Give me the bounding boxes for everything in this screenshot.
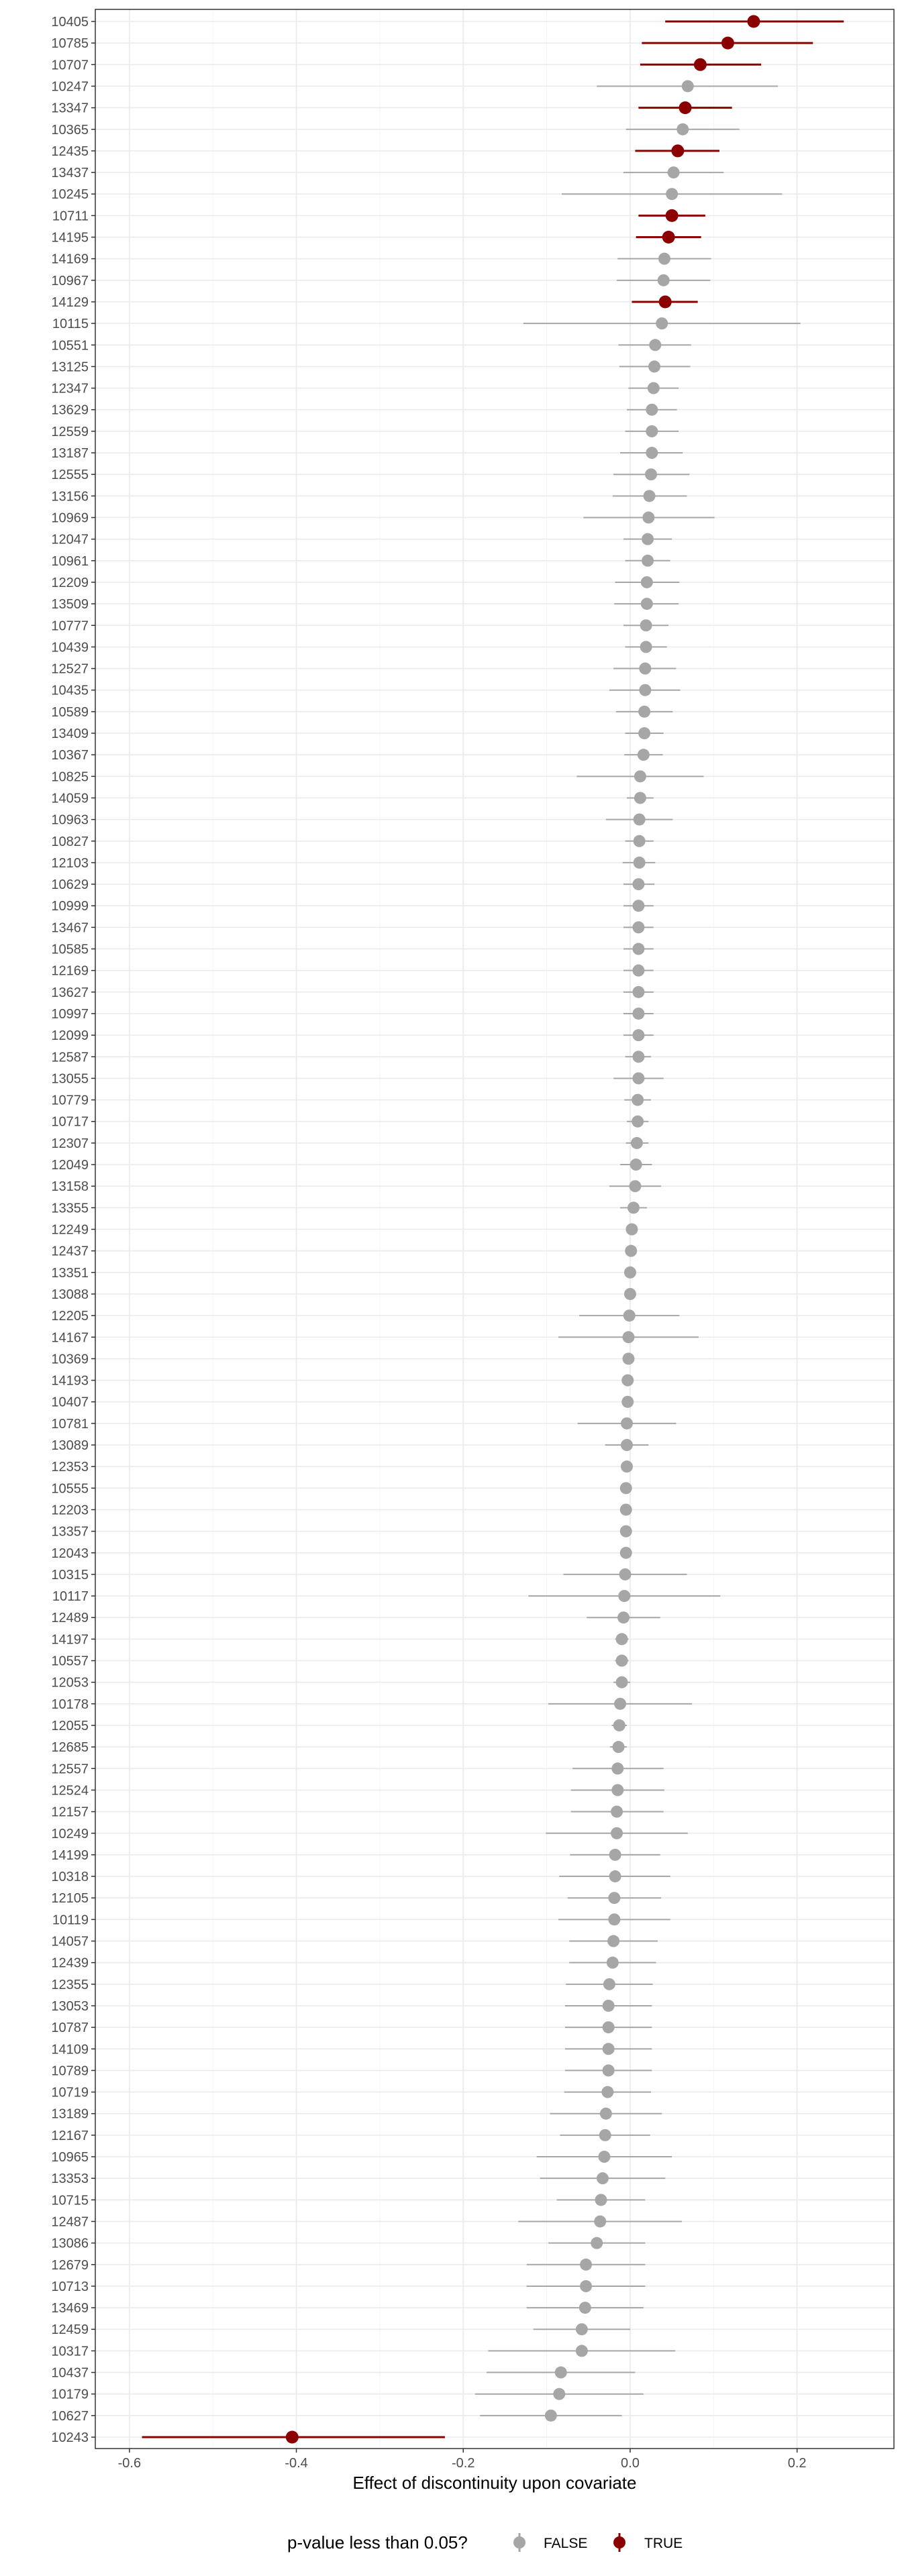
y-tick-label-10707: 10707	[51, 58, 89, 73]
point-12353	[621, 1460, 633, 1472]
point-10961	[642, 555, 654, 567]
y-tick-label-12459: 12459	[51, 2322, 89, 2338]
point-12527	[639, 663, 651, 675]
point-10965	[598, 2151, 610, 2163]
y-tick-label-10439: 10439	[51, 640, 89, 655]
point-14193	[621, 1375, 634, 1387]
y-tick-label-13089: 13089	[51, 1438, 89, 1454]
y-tick-label-12249: 12249	[51, 1222, 89, 1238]
point-12099	[632, 1029, 644, 1041]
y-tick-label-14167: 14167	[51, 1330, 89, 1346]
y-tick-label-14197: 14197	[51, 1632, 89, 1648]
point-10717	[632, 1116, 644, 1128]
point-14109	[603, 2043, 615, 2055]
y-tick-label-10825: 10825	[51, 769, 89, 785]
y-tick-label-13187: 13187	[51, 446, 89, 462]
y-tick-label-10781: 10781	[51, 1416, 89, 1432]
y-tick-label-12203: 12203	[51, 1503, 89, 1518]
x-tick-label-2: -0.2	[452, 2456, 475, 2471]
point-10589	[638, 706, 650, 718]
y-tick-label-12157: 12157	[51, 1805, 89, 1820]
point-14059	[634, 792, 646, 804]
y-tick-label-10711: 10711	[52, 209, 89, 224]
y-tick-label-12685: 12685	[51, 1740, 89, 1756]
y-tick-label-10178: 10178	[51, 1697, 89, 1712]
y-tick-label-10719: 10719	[51, 2085, 89, 2100]
point-10967	[658, 274, 670, 286]
y-tick-label-10249: 10249	[51, 1826, 89, 1841]
point-13437	[668, 166, 680, 178]
y-tick-label-10961: 10961	[51, 553, 89, 569]
y-tick-label-12049: 12049	[51, 1158, 89, 1173]
y-tick-label-10405: 10405	[51, 15, 89, 30]
y-tick-label-10789: 10789	[51, 2063, 89, 2079]
point-12103	[634, 857, 646, 869]
point-12347	[648, 382, 660, 394]
y-tick-label-10407: 10407	[51, 1395, 89, 1410]
point-10781	[621, 1417, 633, 1430]
y-tick-label-12355: 12355	[51, 1977, 89, 1992]
y-tick-label-12307: 12307	[51, 1136, 89, 1151]
y-tick-label-10717: 10717	[51, 1114, 89, 1130]
y-tick-label-12167: 12167	[51, 2128, 89, 2143]
point-14057	[607, 1935, 619, 1947]
point-13055	[632, 1072, 644, 1084]
y-tick-label-12053: 12053	[51, 1675, 89, 1690]
point-12559	[646, 425, 658, 437]
y-tick-label-13355: 13355	[51, 1201, 89, 1216]
point-12587	[632, 1051, 644, 1063]
y-tick-label-10119: 10119	[52, 1913, 89, 1928]
point-12049	[630, 1159, 642, 1171]
point-14169	[658, 253, 670, 265]
y-tick-label-12055: 12055	[51, 1718, 89, 1733]
point-10629	[632, 878, 644, 890]
y-tick-label-10585: 10585	[51, 942, 89, 957]
legend-title: p-value less than 0.05?	[287, 2532, 468, 2553]
y-tick-label-12209: 12209	[51, 575, 89, 590]
point-10437	[555, 2367, 567, 2379]
point-12157	[611, 1806, 623, 1818]
x-tick-label-0: -0.6	[117, 2456, 142, 2471]
point-13189	[600, 2108, 612, 2120]
point-12555	[645, 468, 657, 480]
point-10789	[603, 2064, 615, 2076]
y-tick-label-10969: 10969	[51, 511, 89, 526]
y-tick-label-10787: 10787	[51, 2021, 89, 2036]
point-12487	[594, 2215, 606, 2227]
legend-key-false-dot	[513, 2536, 525, 2548]
point-10435	[639, 684, 651, 696]
point-10969	[642, 511, 654, 523]
x-tick-label-3: 0.0	[621, 2456, 640, 2471]
y-tick-label-12205: 12205	[51, 1309, 89, 1324]
point-10787	[603, 2021, 615, 2033]
y-tick-label-12103: 12103	[51, 855, 89, 871]
y-tick-label-10245: 10245	[51, 187, 89, 203]
point-12249	[625, 1224, 638, 1236]
point-10315	[619, 1568, 631, 1580]
point-12053	[616, 1676, 628, 1688]
point-10405	[747, 15, 760, 28]
point-10317	[576, 2345, 588, 2357]
y-tick-label-10627: 10627	[51, 2408, 89, 2424]
y-tick-label-12353: 12353	[51, 1460, 89, 1475]
x-axis-title: Effect of discontinuity upon covariate	[352, 2473, 637, 2493]
point-10249	[611, 1827, 623, 1839]
y-tick-label-12169: 12169	[51, 963, 89, 979]
point-13409	[638, 727, 650, 739]
point-10243	[286, 2431, 299, 2444]
y-tick-label-12435: 12435	[51, 144, 89, 159]
y-tick-label-10315: 10315	[51, 1567, 89, 1582]
y-tick-label-10963: 10963	[51, 812, 89, 828]
point-10407	[621, 1396, 634, 1408]
y-tick-label-10999: 10999	[51, 899, 89, 914]
y-tick-label-12555: 12555	[51, 468, 89, 483]
point-10779	[632, 1094, 644, 1106]
point-12169	[632, 965, 644, 977]
point-10117	[618, 1590, 630, 1602]
y-tick-label-13189: 13189	[51, 2106, 89, 2122]
point-10585	[632, 943, 644, 955]
y-tick-label-10318: 10318	[51, 1870, 89, 1885]
y-tick-label-10967: 10967	[51, 273, 89, 288]
point-13053	[603, 2000, 615, 2012]
y-tick-label-10589: 10589	[51, 704, 89, 720]
y-tick-label-10437: 10437	[51, 2365, 89, 2381]
point-10827	[634, 835, 646, 847]
y-tick-label-10779: 10779	[51, 1093, 89, 1108]
legend-key-true-dot	[613, 2536, 625, 2548]
y-tick-label-12099: 12099	[51, 1028, 89, 1044]
y-tick-label-13086: 13086	[51, 2236, 89, 2251]
y-tick-label-12347: 12347	[51, 381, 89, 396]
point-13509	[641, 598, 653, 610]
point-10715	[595, 2194, 607, 2206]
point-14167	[622, 1331, 634, 1343]
point-10627	[545, 2410, 557, 2422]
y-tick-label-13357: 13357	[51, 1524, 89, 1540]
point-13469	[579, 2302, 591, 2314]
point-10999	[632, 900, 644, 912]
y-tick-label-10551: 10551	[51, 338, 89, 354]
point-10825	[634, 770, 646, 782]
point-10707	[694, 58, 707, 71]
y-tick-label-13347: 13347	[51, 101, 89, 116]
y-tick-label-10117: 10117	[52, 1589, 89, 1605]
y-tick-label-12487: 12487	[51, 2214, 89, 2230]
point-10115	[656, 317, 668, 329]
point-10997	[632, 1008, 644, 1020]
point-10557	[616, 1655, 628, 1667]
point-10369	[622, 1352, 634, 1364]
y-tick-label-10243: 10243	[51, 2430, 89, 2445]
y-tick-label-13156: 13156	[51, 489, 89, 504]
y-tick-label-10997: 10997	[51, 1006, 89, 1022]
point-13187	[646, 447, 658, 459]
point-10179	[553, 2388, 565, 2400]
y-tick-label-13353: 13353	[51, 2171, 89, 2187]
y-tick-label-14193: 14193	[51, 1373, 89, 1389]
y-tick-label-13629: 13629	[51, 402, 89, 418]
point-10963	[634, 814, 646, 826]
point-10713	[580, 2280, 592, 2292]
y-tick-label-10365: 10365	[51, 122, 89, 138]
y-tick-label-14199: 14199	[51, 1847, 89, 1863]
y-tick-label-12679: 12679	[51, 2257, 89, 2273]
y-tick-label-12527: 12527	[51, 661, 89, 677]
point-12047	[642, 533, 654, 545]
point-12355	[603, 1978, 615, 1990]
point-10367	[638, 749, 650, 761]
point-14129	[659, 295, 672, 308]
y-tick-label-13125: 13125	[51, 360, 89, 375]
y-tick-label-10965: 10965	[51, 2150, 89, 2165]
y-tick-label-12043: 12043	[51, 1546, 89, 1561]
y-tick-label-13055: 13055	[51, 1071, 89, 1087]
point-13347	[679, 101, 692, 114]
point-13467	[632, 921, 644, 933]
y-tick-label-10369: 10369	[51, 1352, 89, 1367]
y-tick-label-13053: 13053	[51, 1998, 89, 2014]
point-10719	[601, 2086, 613, 2098]
point-13629	[646, 404, 658, 416]
y-tick-label-12047: 12047	[51, 532, 89, 547]
y-tick-label-14195: 14195	[51, 230, 89, 246]
y-tick-label-12524: 12524	[51, 1783, 89, 1799]
point-13355	[628, 1201, 640, 1214]
y-tick-label-13627: 13627	[51, 985, 89, 1000]
y-tick-label-14109: 14109	[51, 2042, 89, 2057]
point-13627	[632, 986, 644, 998]
y-tick-label-10179: 10179	[51, 2387, 89, 2402]
point-12209	[641, 576, 653, 588]
y-tick-label-10629: 10629	[51, 877, 89, 893]
y-tick-label-12437: 12437	[51, 1244, 89, 1259]
y-tick-label-13088: 13088	[51, 1287, 89, 1302]
y-tick-label-14057: 14057	[51, 1934, 89, 1949]
y-tick-label-10715: 10715	[51, 2193, 89, 2208]
point-10247	[682, 80, 694, 92]
point-12459	[576, 2323, 588, 2335]
point-12439	[607, 1957, 619, 1969]
point-13125	[648, 360, 660, 372]
y-tick-label-10713: 10713	[51, 2279, 89, 2294]
y-tick-label-10435: 10435	[51, 683, 89, 698]
point-13353	[597, 2172, 609, 2184]
point-12205	[623, 1309, 636, 1322]
y-tick-label-10367: 10367	[51, 748, 89, 763]
y-tick-label-13437: 13437	[51, 166, 89, 181]
point-12679	[580, 2259, 592, 2271]
y-tick-label-12439: 12439	[51, 1955, 89, 1971]
point-13086	[591, 2237, 603, 2249]
point-12203	[620, 1503, 632, 1515]
point-10365	[676, 123, 689, 136]
point-10711	[666, 209, 679, 222]
point-12307	[631, 1137, 643, 1149]
point-12557	[611, 1762, 623, 1774]
point-12685	[613, 1741, 625, 1753]
y-tick-label-10827: 10827	[51, 834, 89, 849]
point-10777	[640, 619, 652, 631]
point-10555	[620, 1482, 632, 1494]
y-tick-label-12489: 12489	[51, 1611, 89, 1626]
y-tick-label-10555: 10555	[51, 1481, 89, 1497]
point-12055	[613, 1719, 625, 1731]
point-13357	[620, 1525, 632, 1538]
point-12524	[611, 1784, 623, 1796]
y-tick-label-13469: 13469	[51, 2301, 89, 2316]
point-10318	[609, 1870, 621, 1882]
y-tick-label-14169: 14169	[51, 252, 89, 267]
point-12043	[620, 1547, 632, 1559]
point-14197	[616, 1633, 628, 1645]
point-12167	[599, 2129, 611, 2141]
y-tick-label-13158: 13158	[51, 1179, 89, 1195]
y-tick-label-10785: 10785	[51, 36, 89, 52]
point-14195	[662, 231, 675, 244]
point-14199	[609, 1849, 621, 1861]
point-10178	[614, 1698, 626, 1710]
point-10439	[640, 641, 652, 653]
point-12489	[617, 1611, 630, 1623]
point-13158	[629, 1180, 641, 1192]
y-tick-label-14059: 14059	[51, 791, 89, 806]
y-tick-label-10557: 10557	[51, 1654, 89, 1669]
point-10785	[721, 37, 734, 50]
point-10245	[666, 188, 678, 200]
y-tick-label-13509: 13509	[51, 597, 89, 612]
legend-label-true: TRUE	[644, 2536, 683, 2551]
point-12435	[671, 144, 684, 157]
y-tick-label-12587: 12587	[51, 1050, 89, 1065]
y-tick-label-10777: 10777	[51, 619, 89, 634]
y-tick-label-10317: 10317	[51, 2344, 89, 2359]
y-tick-label-12557: 12557	[51, 1762, 89, 1777]
y-tick-label-13467: 13467	[51, 920, 89, 936]
legend-label-false: FALSE	[544, 2536, 588, 2551]
point-12437	[625, 1245, 637, 1257]
point-13156	[644, 490, 656, 502]
point-10119	[608, 1913, 620, 1925]
y-tick-label-12559: 12559	[51, 424, 89, 439]
y-tick-label-12105: 12105	[51, 1891, 89, 1907]
x-tick-label-1: -0.4	[285, 2456, 308, 2471]
point-12105	[608, 1892, 620, 1904]
y-tick-label-10115: 10115	[52, 317, 89, 332]
y-tick-label-13351: 13351	[51, 1265, 89, 1281]
x-tick-label-4: 0.2	[787, 2456, 807, 2471]
point-13351	[624, 1267, 636, 1279]
point-10551	[649, 339, 661, 351]
y-tick-label-14129: 14129	[51, 294, 89, 310]
point-13088	[624, 1288, 636, 1300]
y-tick-label-13409: 13409	[51, 727, 89, 742]
y-tick-label-10247: 10247	[51, 79, 89, 95]
point-13089	[621, 1439, 633, 1451]
